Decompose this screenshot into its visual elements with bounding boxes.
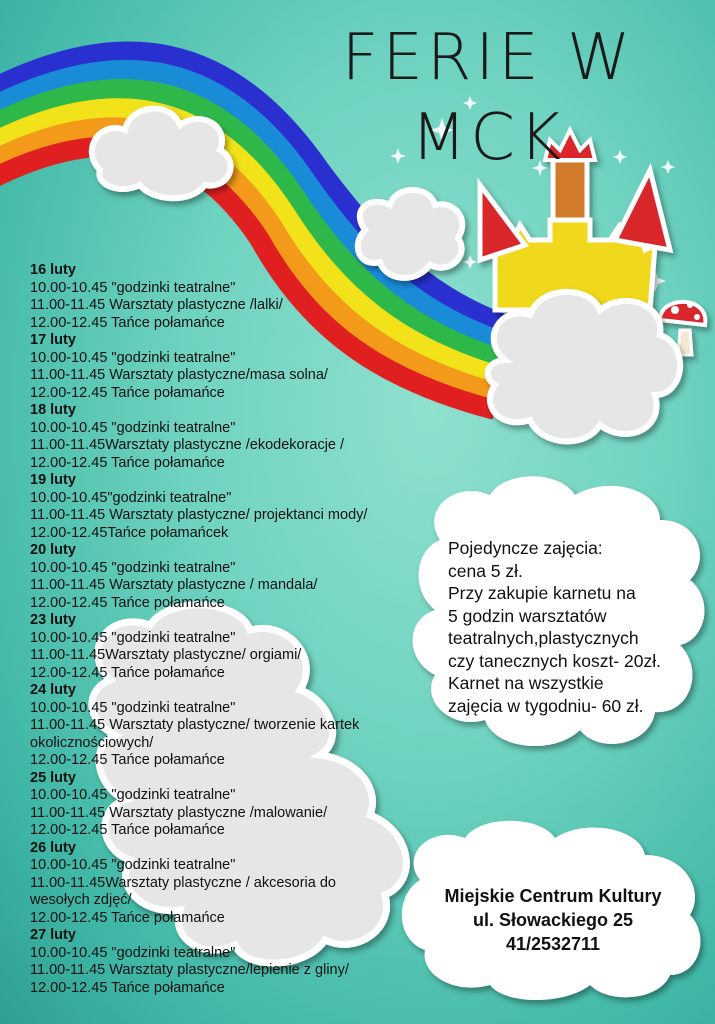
schedule-item: 10.00-10.45 "godzinki teatralne" [30, 944, 236, 961]
day-date: 20 luty [30, 542, 76, 558]
pricing-line: zajęcia w tygodniu- 60 zł. [448, 695, 644, 716]
schedule-item: 12.00-12.45 Tańce połamańce [30, 594, 225, 611]
schedule-item: 10.00-10.45 "godzinki teatralne" [30, 629, 236, 646]
phone-number: 41/2532711 [505, 934, 601, 954]
schedule-day [30, 262, 470, 332]
schedule-day [30, 770, 470, 840]
schedule-item: 11.00-11.45 Warsztaty plastyczne / mandala/ [30, 577, 318, 593]
poster-title: FERIE W MCK [341, 21, 635, 175]
schedule-day [30, 542, 470, 612]
schedule-item: 12.00-12.45 Tańce połamańce [30, 909, 225, 926]
schedule-day [30, 402, 470, 472]
schedule-item: 11.00-11.45 Warsztaty plastyczne/lepienie z gliny/ [30, 962, 349, 978]
pricing-line: cena 5 zł. [448, 560, 523, 581]
schedule-item: 11.00-11.45 Warsztaty plastyczne/masa solna/ [30, 367, 328, 383]
schedule-item: 11.00-11.45Warsztaty plastyczne /ekodekoracje / [30, 437, 345, 453]
address: ul. Słowackiego 25 [472, 910, 634, 930]
schedule-item: 12.00-12.45 Tańce połamańce [30, 664, 225, 681]
schedule-item: 10.00-10.45 "godzinki teatralne" [30, 349, 236, 366]
schedule-item: 10.00-10.45 "godzinki teatralne" [30, 419, 236, 436]
schedule-day [30, 332, 470, 402]
day-date: 25 luty [30, 769, 76, 786]
schedule-item: 12.00-12.45 Tańce połamańce [30, 752, 225, 768]
day-date: 19 luty [30, 472, 76, 488]
day-date: 16 luty [30, 262, 76, 278]
schedule-item: 12.00-12.45 Tańce połamańce [30, 314, 225, 331]
schedule-item: 11.00-11.45 Warsztaty plastyczne /malowanie/ [30, 804, 328, 821]
pricing-line: Pojedyncze zajęcia: [448, 538, 603, 558]
schedule-item: 12.00-12.45 Tańce połamańce [30, 822, 225, 838]
day-date: 24 luty [30, 682, 76, 698]
day-date: 27 luty [30, 927, 76, 943]
schedule-item: 10.00-10.45"godzinki teatralne" [30, 489, 232, 506]
day-date: 23 luty [30, 612, 76, 628]
schedule-item: 11.00-11.45 Warsztaty plastyczne /lalki/ [30, 297, 283, 313]
schedule-day [30, 840, 470, 928]
day-date: 17 luty [30, 332, 76, 348]
cloud-castle [488, 292, 681, 442]
day-date: 26 luty [30, 839, 76, 856]
schedule-item: 10.00-10.45 "godzinki teatralne" [30, 857, 236, 873]
pricing-line: teatralnych,plastycznych [448, 628, 639, 648]
schedule-day [30, 682, 470, 770]
pricing-line: 5 godzin warsztatów [448, 605, 607, 626]
schedule-item: 12.00-12.45Tańce połamańcek [30, 524, 229, 541]
schedule-item: 11.00-11.45Warsztaty plastyczne / akcesoria do wesołych zdjęć/ [30, 874, 336, 908]
contact-info [408, 884, 698, 956]
schedule-item: 11.00-11.45 Warsztaty plastyczne/ tworzenie kartek okolicznościowych/ [30, 717, 360, 751]
schedule-day [30, 927, 470, 997]
schedule-item: 10.00-10.45 "godzinki teatralne" [30, 279, 236, 296]
schedule-item: 12.00-12.45 Tańce połamańce [30, 454, 225, 471]
schedule-list [30, 262, 470, 997]
schedule-item: 10.00-10.45 "godzinki teatralne" [30, 559, 236, 576]
pricing-line: czy tanecznych koszt- 20zł. [448, 650, 661, 671]
schedule-day [30, 472, 470, 542]
day-date: 18 luty [30, 402, 76, 418]
schedule-day [30, 612, 470, 682]
pricing-line: Przy zakupie karnetu na [448, 583, 636, 603]
pricing-line: Karnet na wszystkie [448, 673, 604, 693]
schedule-item: 10.00-10.45 "godzinki teatralne" [30, 699, 236, 716]
schedule-item: 11.00-11.45Warsztaty plastyczne/ orgiami/ [30, 647, 302, 663]
schedule-item: 10.00-10.45 "godzinki teatralne" [30, 787, 236, 803]
schedule-item: 12.00-12.45 Tańce połamańce [30, 384, 225, 401]
schedule-item: 11.00-11.45 Warsztaty plastyczne/ projektanci mody/ [30, 507, 368, 523]
schedule-item: 12.00-12.45 Tańce połamańce [30, 979, 225, 996]
pricing-info [448, 537, 708, 717]
organization-name: Miejskie Centrum Kultury [444, 886, 662, 906]
